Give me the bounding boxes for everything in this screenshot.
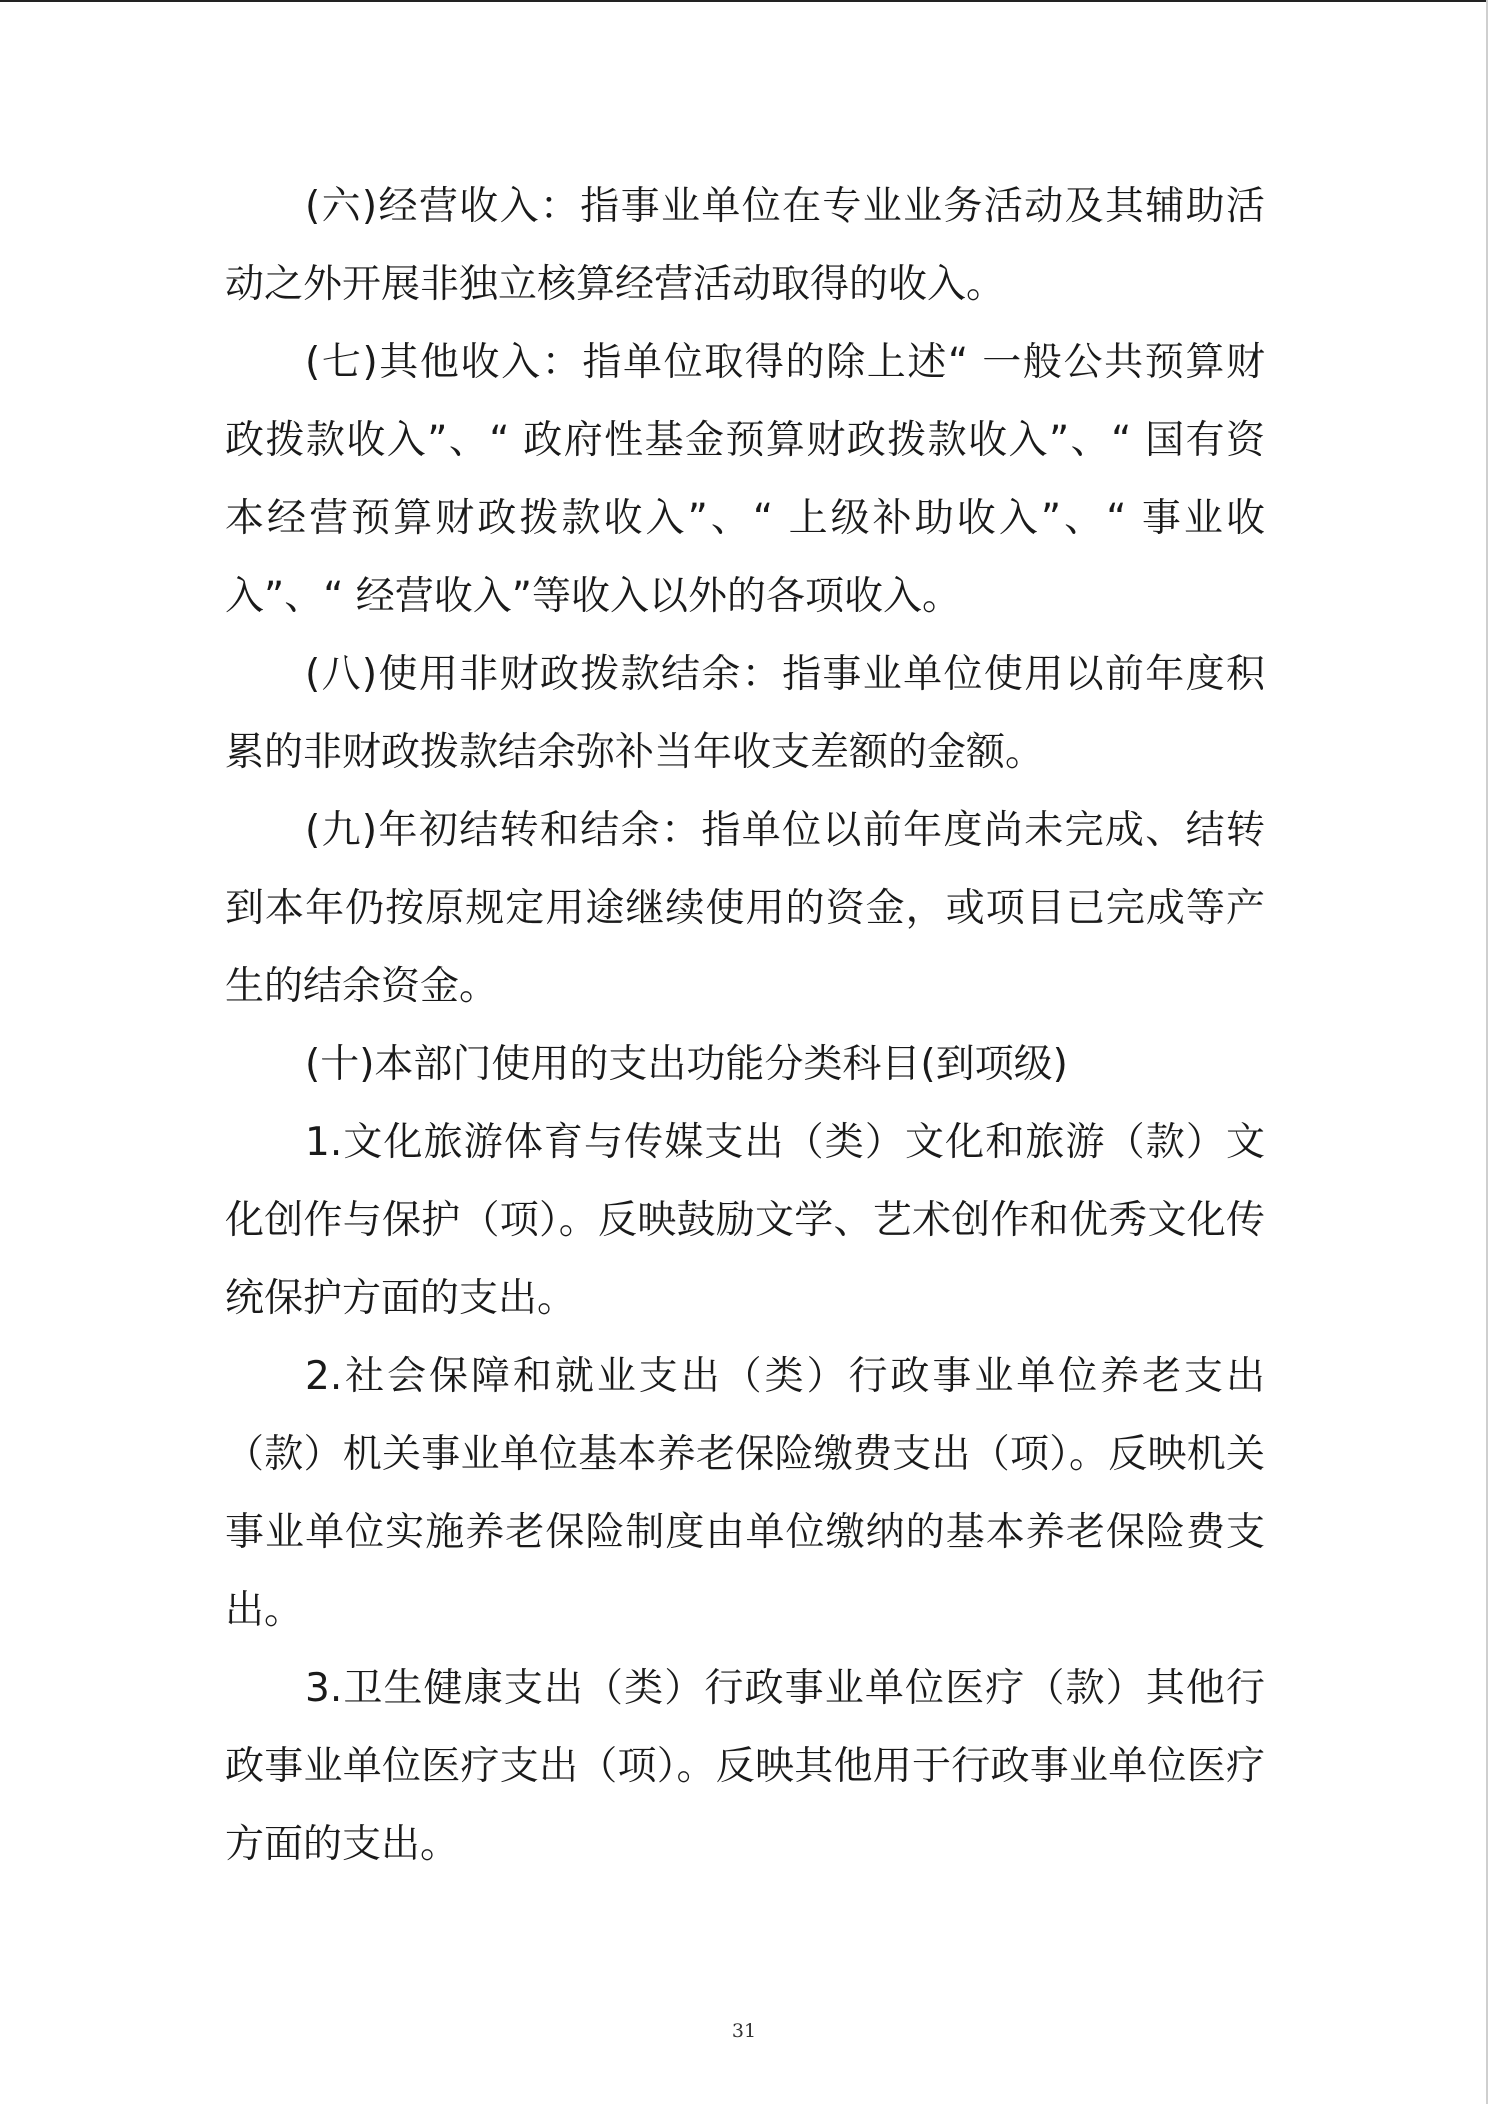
- paragraph-carryover-surplus: (九)年初结转和结余：指单位以前年度尚未完成、结转到本年仍按原规定用途继续使用的资金，或项目已完成等产生的结余资金。: [225, 808, 1265, 1009]
- document-body: [225, 168, 1265, 1884]
- paragraph-non-fiscal-surplus: (八)使用非财政拨款结余：指事业单位使用以前年度积累的非财政拨款结余弥补当年收支差额的金额。: [225, 652, 1265, 775]
- paragraph-expenditure-classification-heading: (十)本部门使用的支出功能分类科目(到项级): [305, 1042, 1068, 1087]
- page-number: 31: [731, 2020, 757, 2042]
- paragraph-social-security-expenditure: 2.社会保障和就业支出（类）行政事业单位养老支出（款）机关事业单位基本养老保险缴费支出（项）。反映机关事业单位实施养老保险制度由单位缴纳的基本养老保险费支出。: [225, 1354, 1265, 1633]
- paragraph-other-income: (七)其他收入：指单位取得的除上述“ 一般公共预算财政拨款收入”、“ 政府性基金预算财政拨款收入”、“ 国有资本经营预算财政拨款收入”、“ 上级补助收入”、“ 事业收入”、“ 经营收入”等收入以外的各项收入。: [225, 340, 1265, 619]
- paragraph-culture-expenditure: 1.文化旅游体育与传媒支出（类）文化和旅游（款）文化创作与保护（项）。反映鼓励文学、艺术创作和优秀文化传统保护方面的支出。: [225, 1120, 1265, 1321]
- top-border-line: [0, 0, 1488, 2]
- paragraph-operating-income: (六)经营收入：指事业单位在专业业务活动及其辅助活动之外开展非独立核算经营活动取得的收入。: [225, 184, 1265, 307]
- paragraph-health-expenditure: 3.卫生健康支出（类）行政事业单位医疗（款）其他行政事业单位医疗支出（项）。反映其他用于行政事业单位医疗方面的支出。: [225, 1666, 1265, 1867]
